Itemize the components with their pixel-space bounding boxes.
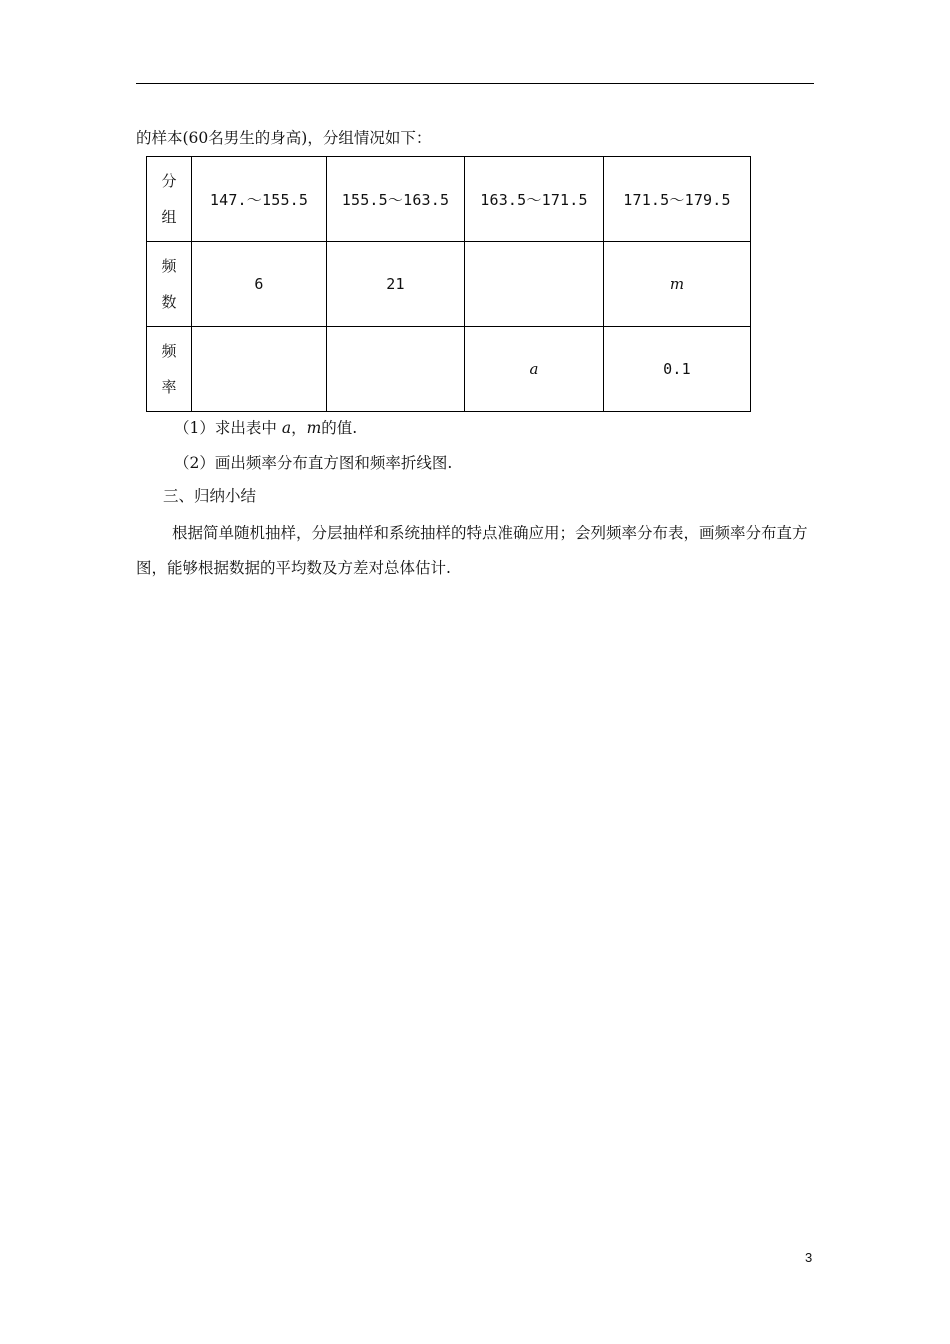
row-header-char: 组 xyxy=(161,208,177,226)
question-text: 的值. xyxy=(321,419,358,437)
row-header-char: 频 xyxy=(161,257,177,275)
rate-cell xyxy=(192,327,327,412)
row-header-groups xyxy=(147,157,192,242)
variable-m: m xyxy=(306,419,322,437)
row-header-char: 率 xyxy=(161,378,177,396)
table-row-groups xyxy=(147,157,751,242)
row-header-char: 分 xyxy=(161,172,177,190)
group-cell: 147.～155.5 xyxy=(192,157,327,242)
row-header-frequency xyxy=(147,242,192,327)
question-1 xyxy=(174,418,357,438)
header-rule xyxy=(136,83,814,84)
frequency-cell: 6 xyxy=(192,242,327,327)
row-header-rate xyxy=(147,327,192,412)
group-cell: 171.5～179.5 xyxy=(604,157,751,242)
question-2: （2）画出频率分布直方图和频率折线图. xyxy=(174,454,453,472)
group-cell: 163.5～171.5 xyxy=(465,157,604,242)
group-cell: 155.5～163.5 xyxy=(327,157,465,242)
rate-cell: 0.1 xyxy=(604,327,751,412)
rate-cell xyxy=(327,327,465,412)
frequency-cell: 21 xyxy=(327,242,465,327)
page-number: 3 xyxy=(805,1250,813,1265)
rate-cell: a xyxy=(465,327,604,412)
separator: ， xyxy=(291,419,307,437)
row-header-char: 频 xyxy=(161,342,177,360)
table-row-frequency xyxy=(147,242,751,327)
question-text: 求出表中 xyxy=(214,419,277,437)
intro-text: 的样本(60名男生的身高)，分组情况如下： xyxy=(136,129,432,147)
frequency-cell: m xyxy=(604,242,751,327)
variable-a: a xyxy=(281,419,292,437)
frequency-cell xyxy=(465,242,604,327)
summary-paragraph: 根据简单随机抽样，分层抽样和系统抽样的特点准确应用；会列频率分布表，画频率分布直方图，能够根据数据的平均数及方差对总体估计. xyxy=(136,524,808,577)
table-row-rate xyxy=(147,327,751,412)
row-header-char: 数 xyxy=(161,293,177,311)
frequency-table xyxy=(146,156,751,412)
question-number: （1） xyxy=(174,419,215,437)
section-title: 三、归纳小结 xyxy=(163,487,257,505)
